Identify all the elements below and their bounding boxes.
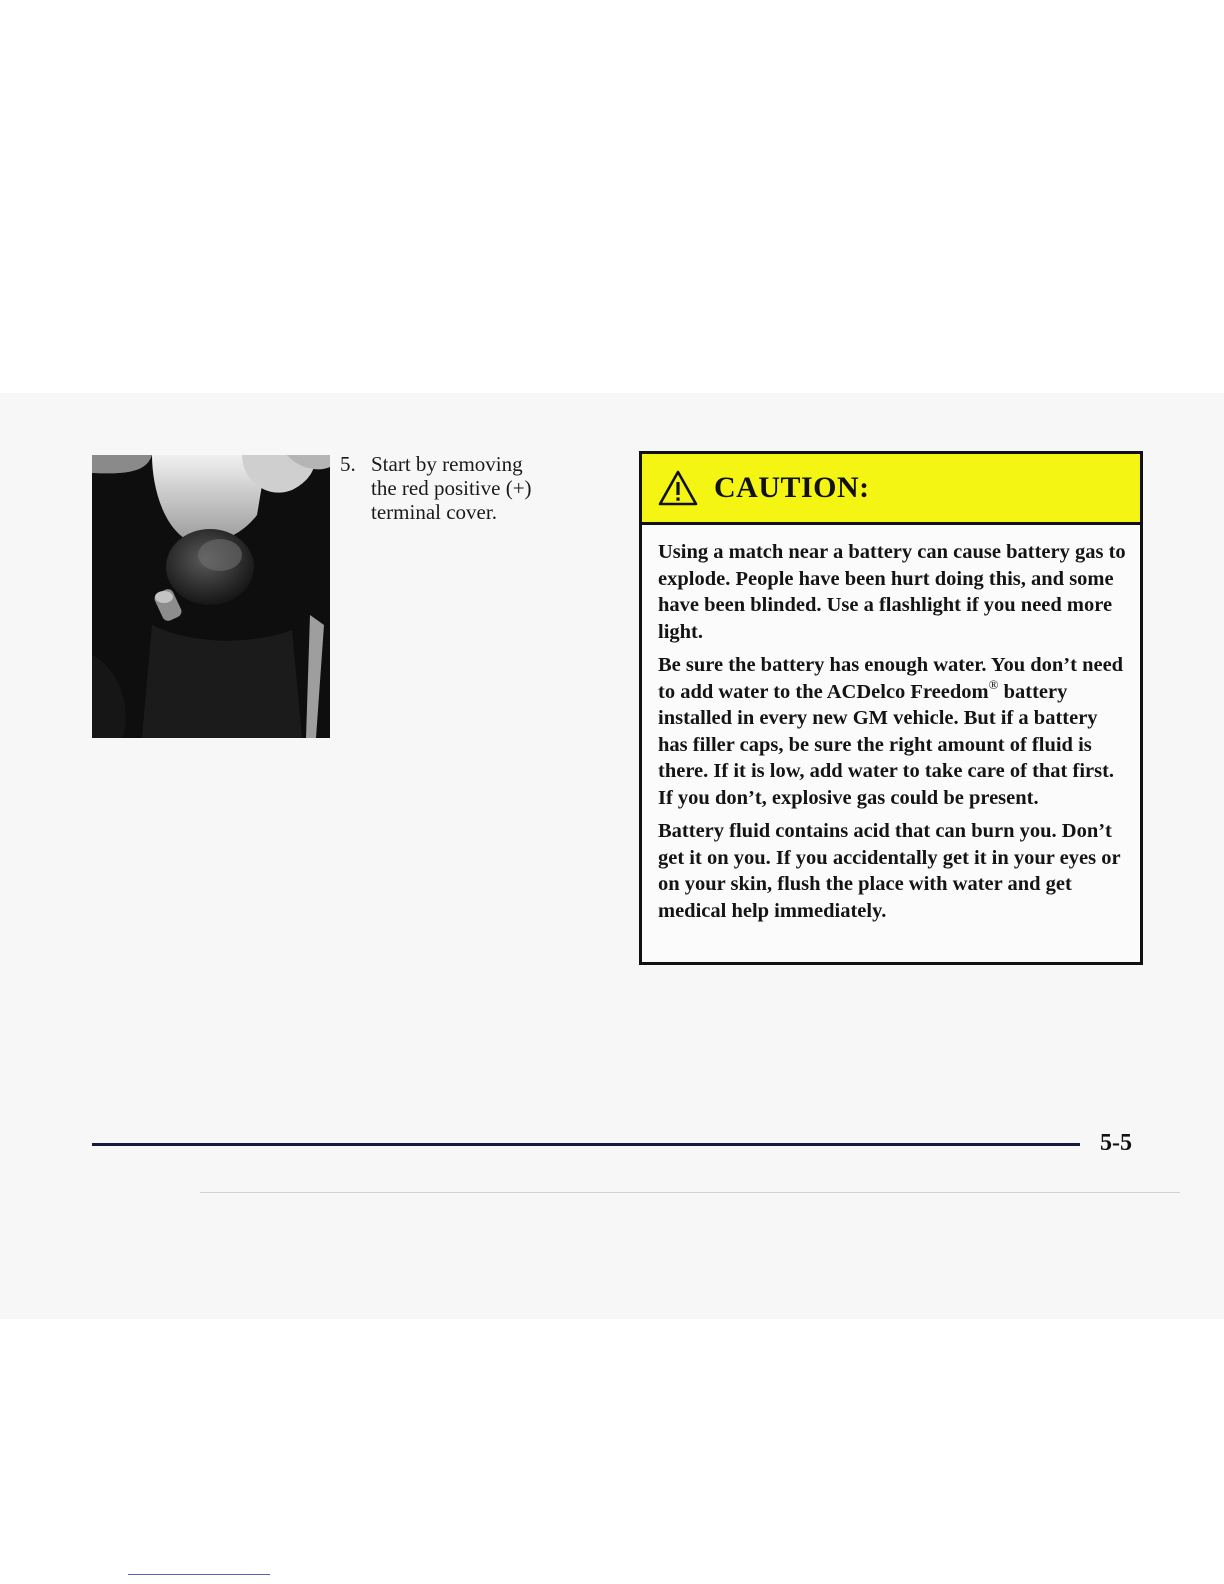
caution-header <box>642 454 1140 525</box>
caution-paragraph-match: Using a match near a battery can cause battery gas to explode. People have been hurt doing this, and some have been blinded. Use a flashlight if you need more light. <box>658 541 1126 643</box>
faint-rule <box>200 1192 1180 1193</box>
step-text: Start by removing the red positive (+) terminal cover. <box>371 452 532 524</box>
photo-illustration <box>92 455 330 738</box>
caution-body <box>642 525 1140 924</box>
caution-box <box>639 451 1143 965</box>
page-number: 5-5 <box>1100 1130 1132 1156</box>
caution-title: CAUTION: <box>714 471 870 504</box>
caution-paragraph-water-start: Be sure the battery has enough water. You don’t need to add water to the ACDelco Freedom <box>658 654 1124 703</box>
warning-triangle-icon <box>658 470 698 506</box>
caution-paragraph-acid: Battery fluid contains acid that can burn you. Don’t get it on you. If you accidentally get it in your eyes or on your skin, flush the place with water and get medical help immediately. <box>658 820 1121 922</box>
battery-terminal-photo <box>92 455 330 738</box>
registered-mark: ® <box>988 676 999 692</box>
bottom-rule <box>128 1574 270 1575</box>
caution-paragraph-water <box>658 652 1126 811</box>
instruction-step <box>340 452 580 524</box>
step-number: 5. <box>340 452 356 476</box>
footer-rule <box>92 1143 1080 1146</box>
caution-paragraph-water-end: battery installed in every new GM vehicle. But if a battery has filler caps, be sure the right amount of fluid is there. If it is low, add water to take care of that first. If you don’t, explosive gas could be present. <box>658 680 1115 809</box>
